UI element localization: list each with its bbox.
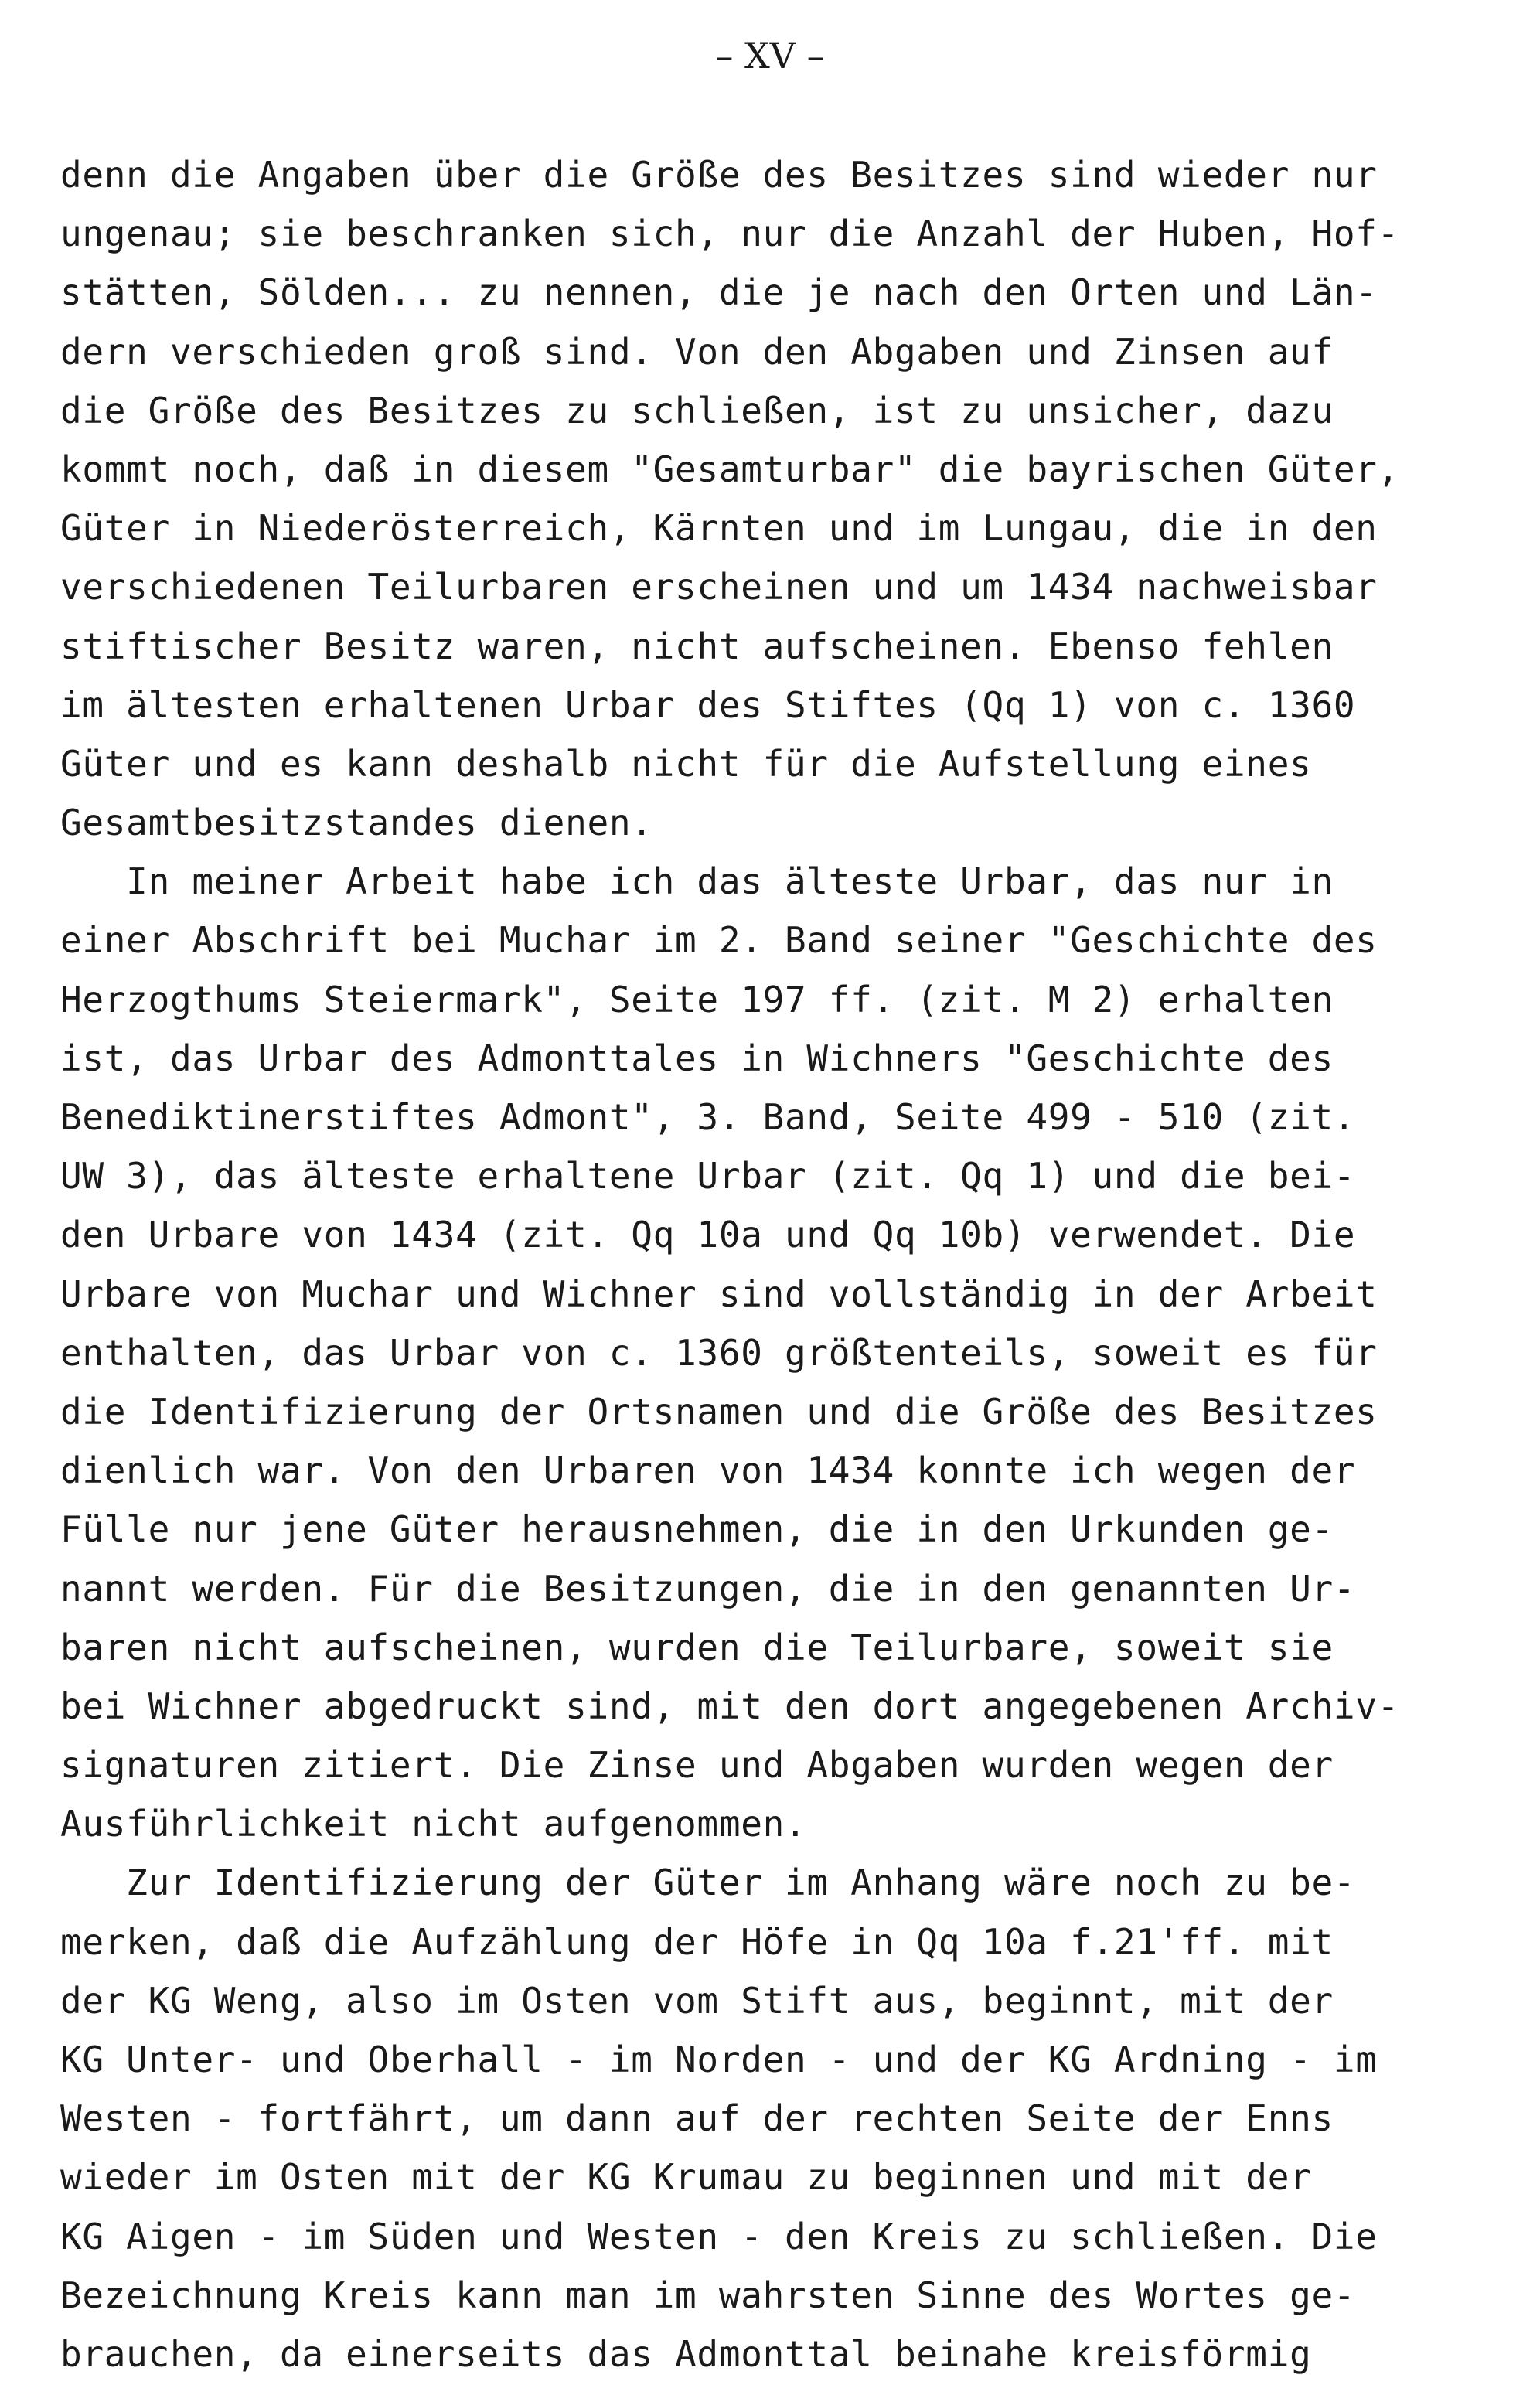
body-text: [60, 145, 1537, 2383]
text-line: ungenau; sie beschranken sich, nur die Anzahl der Huben, Hof-: [60, 213, 1400, 255]
text-line: Herzogthums Steiermark", Seite 197 ff. (zit. M 2) erhalten: [60, 978, 1334, 1020]
text-line: dienlich war. Von den Urbaren von 1434 konnte ich wegen der: [60, 1450, 1356, 1492]
text-line: merken, daß die Aufzählung der Höfe in Qq 10a f.21'ff. mit: [60, 1920, 1334, 1963]
text-line: ist, das Urbar des Admonttales in Wichners "Geschichte des: [60, 1037, 1334, 1079]
text-line: kommt noch, daß in diesem "Gesamturbar" die bayrischen Güter,: [60, 448, 1400, 490]
text-line: KG Unter- und Oberhall - im Norden - und der KG Ardning - im: [60, 2039, 1378, 2080]
text-line: Güter und es kann deshalb nicht für die Aufstellung eines: [60, 742, 1312, 785]
text-line: wieder im Osten mit der KG Krumau zu beginnen und mit der: [60, 2156, 1312, 2199]
text-line: nannt werden. Für die Besitzungen, die in den genannten Ur-: [60, 1567, 1356, 1610]
text-line: baren nicht aufscheinen, wurden die Teilurbare, soweit sie: [60, 1626, 1334, 1668]
text-line: stiftischer Besitz waren, nicht aufscheinen. Ebenso fehlen: [60, 625, 1334, 667]
text-line: Zur Identifizierung der Güter im Anhang wäre noch zu be-: [60, 1862, 1356, 1904]
text-line: Gesamtbesitzstandes dienen.: [60, 802, 653, 844]
text-line: Güter in Niederösterreich, Kärnten und im Lungau, die in den: [60, 507, 1378, 550]
text-line: bei Wichner abgedruckt sind, mit den dort angegebenen Archiv-: [60, 1685, 1400, 1727]
text-line: dern verschieden groß sind. Von den Abgaben und Zinsen auf: [60, 330, 1334, 373]
text-line: den Urbare von 1434 (zit. Qq 10a und Qq 10b) verwendet. Die: [60, 1214, 1356, 1256]
text-line: Urbare von Muchar und Wichner sind vollständig in der Arbeit: [60, 1272, 1378, 1315]
text-line: Ausführlichkeit nicht aufgenommen.: [60, 1803, 807, 1845]
text-line: In meiner Arbeit habe ich das älteste Urbar, das nur in: [60, 860, 1334, 903]
text-line: Benediktinerstiftes Admont", 3. Band, Seite 499 - 510 (zit.: [60, 1096, 1356, 1138]
text-line: einer Abschrift bei Muchar im 2. Band seiner "Geschichte des: [60, 919, 1378, 962]
text-line: Bezeichnung Kreis kann man im wahrsten Sinne des Wortes ge-: [60, 2274, 1356, 2316]
text-line: stätten, Sölden... zu nennen, die je nach den Orten und Län-: [60, 271, 1378, 314]
text-line: UW 3), das älteste erhaltene Urbar (zit. Qq 1) und die bei-: [60, 1155, 1356, 1198]
text-line: denn die Angaben über die Größe des Besitzes sind wieder nur: [60, 154, 1378, 196]
text-line: verschiedenen Teilurbaren erscheinen und um 1434 nachweisbar: [60, 566, 1378, 608]
text-line: Fülle nur jene Güter herausnehmen, die in den Urkunden ge-: [60, 1508, 1334, 1551]
text-line: signaturen zitiert. Die Zinse und Abgaben wurden wegen der: [60, 1744, 1334, 1787]
text-line: brauchen, da einerseits das Admonttal beinahe kreisförmig: [60, 2332, 1312, 2375]
page-number: – XV –: [715, 35, 825, 77]
text-line: im ältesten erhaltenen Urbar des Stiftes (Qq 1) von c. 1360: [60, 683, 1356, 726]
text-line: die Identifizierung der Ortsnamen und die Größe des Besitzes: [60, 1390, 1378, 1433]
text-line: enthalten, das Urbar von c. 1360 größtenteils, soweit es für: [60, 1331, 1378, 1374]
text-line: KG Aigen - im Süden und Westen - den Kreis zu schließen. Die: [60, 2215, 1378, 2257]
text-line: die Größe des Besitzes zu schließen, ist zu unsicher, dazu: [60, 389, 1334, 431]
text-line: der KG Weng, also im Osten vom Stift aus, beginnt, mit der: [60, 1979, 1334, 2022]
text-line: Westen - fortfährt, um dann auf der rechten Seite der Enns: [60, 2097, 1334, 2140]
